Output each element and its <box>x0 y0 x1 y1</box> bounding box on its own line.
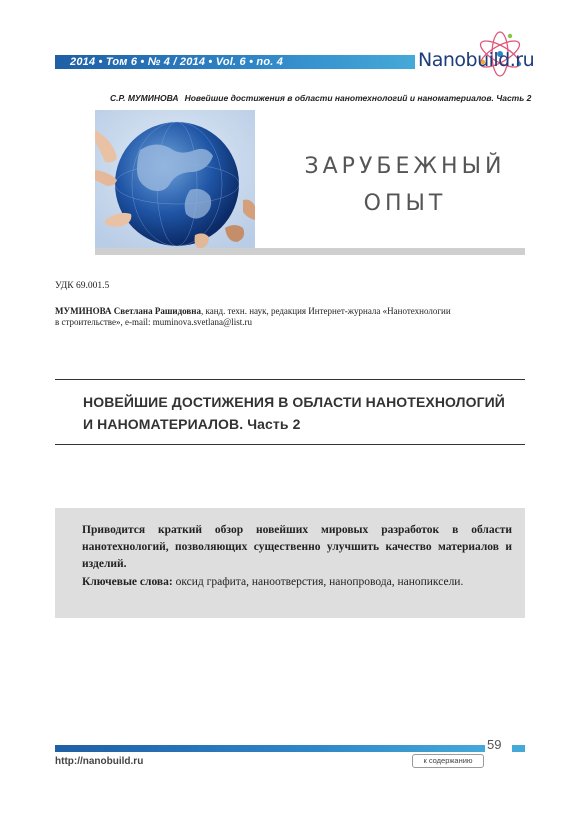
issue-info: 2014 • Том 6 • № 4 / 2014 • Vol. 6 • no. 4 <box>70 56 284 68</box>
section-title <box>260 148 550 222</box>
title-bottom-rule <box>55 444 525 445</box>
author-details-line1: , канд. техн. наук, редакция Интернет-журнала «Нанотехнологии <box>200 306 451 316</box>
keywords-text: оксид графита, наноотверстия, нанопровода, нанопиксели. <box>172 576 464 588</box>
article-title-line1: НОВЕЙШИЕ ДОСТИЖЕНИЯ В ОБЛАСТИ НАНОТЕХНОЛОГИЙ <box>83 394 505 410</box>
running-head-title: Новейшие достижения в области нанотехнологий и наноматериалов. Часть 2 <box>184 93 532 103</box>
section-title-line1: ЗАРУБЕЖНЫЙ <box>304 154 506 179</box>
site-link[interactable]: http://nanobuild.ru <box>55 756 144 767</box>
section-divider-band <box>95 248 525 255</box>
footer-bar-accent <box>512 745 525 752</box>
title-top-rule <box>55 379 525 380</box>
abstract-text: Приводится краткий обзор новейших мировых разработок в области нанотехнологий, позволяющих существенно улучшить качество материалов и изделий. <box>82 524 512 570</box>
globe-hands-image <box>95 110 255 248</box>
author-details-line2: в строительстве», e-mail: muminova.svetlana@list.ru <box>55 317 253 327</box>
author-name: МУМИНОВА Светлана Рашидовна <box>55 306 201 316</box>
toc-button[interactable]: к содержанию <box>412 754 484 768</box>
footer-bar <box>55 745 485 752</box>
running-head-author: С.Р. МУМИНОВА <box>110 93 179 103</box>
page-number: 59 <box>487 737 502 752</box>
article-title <box>83 391 513 435</box>
keywords <box>82 574 512 591</box>
section-title-line2: ОПЫТ <box>363 191 447 216</box>
author-info <box>55 306 495 328</box>
article-title-line2: И НАНОМАТЕРИАЛОВ. Часть 2 <box>83 416 301 432</box>
site-logo[interactable]: Nanobuild.ru <box>418 49 535 71</box>
udk-code: УДК 69.001.5 <box>55 281 110 291</box>
running-head <box>110 93 530 103</box>
keywords-label: Ключевые слова: <box>82 576 173 588</box>
